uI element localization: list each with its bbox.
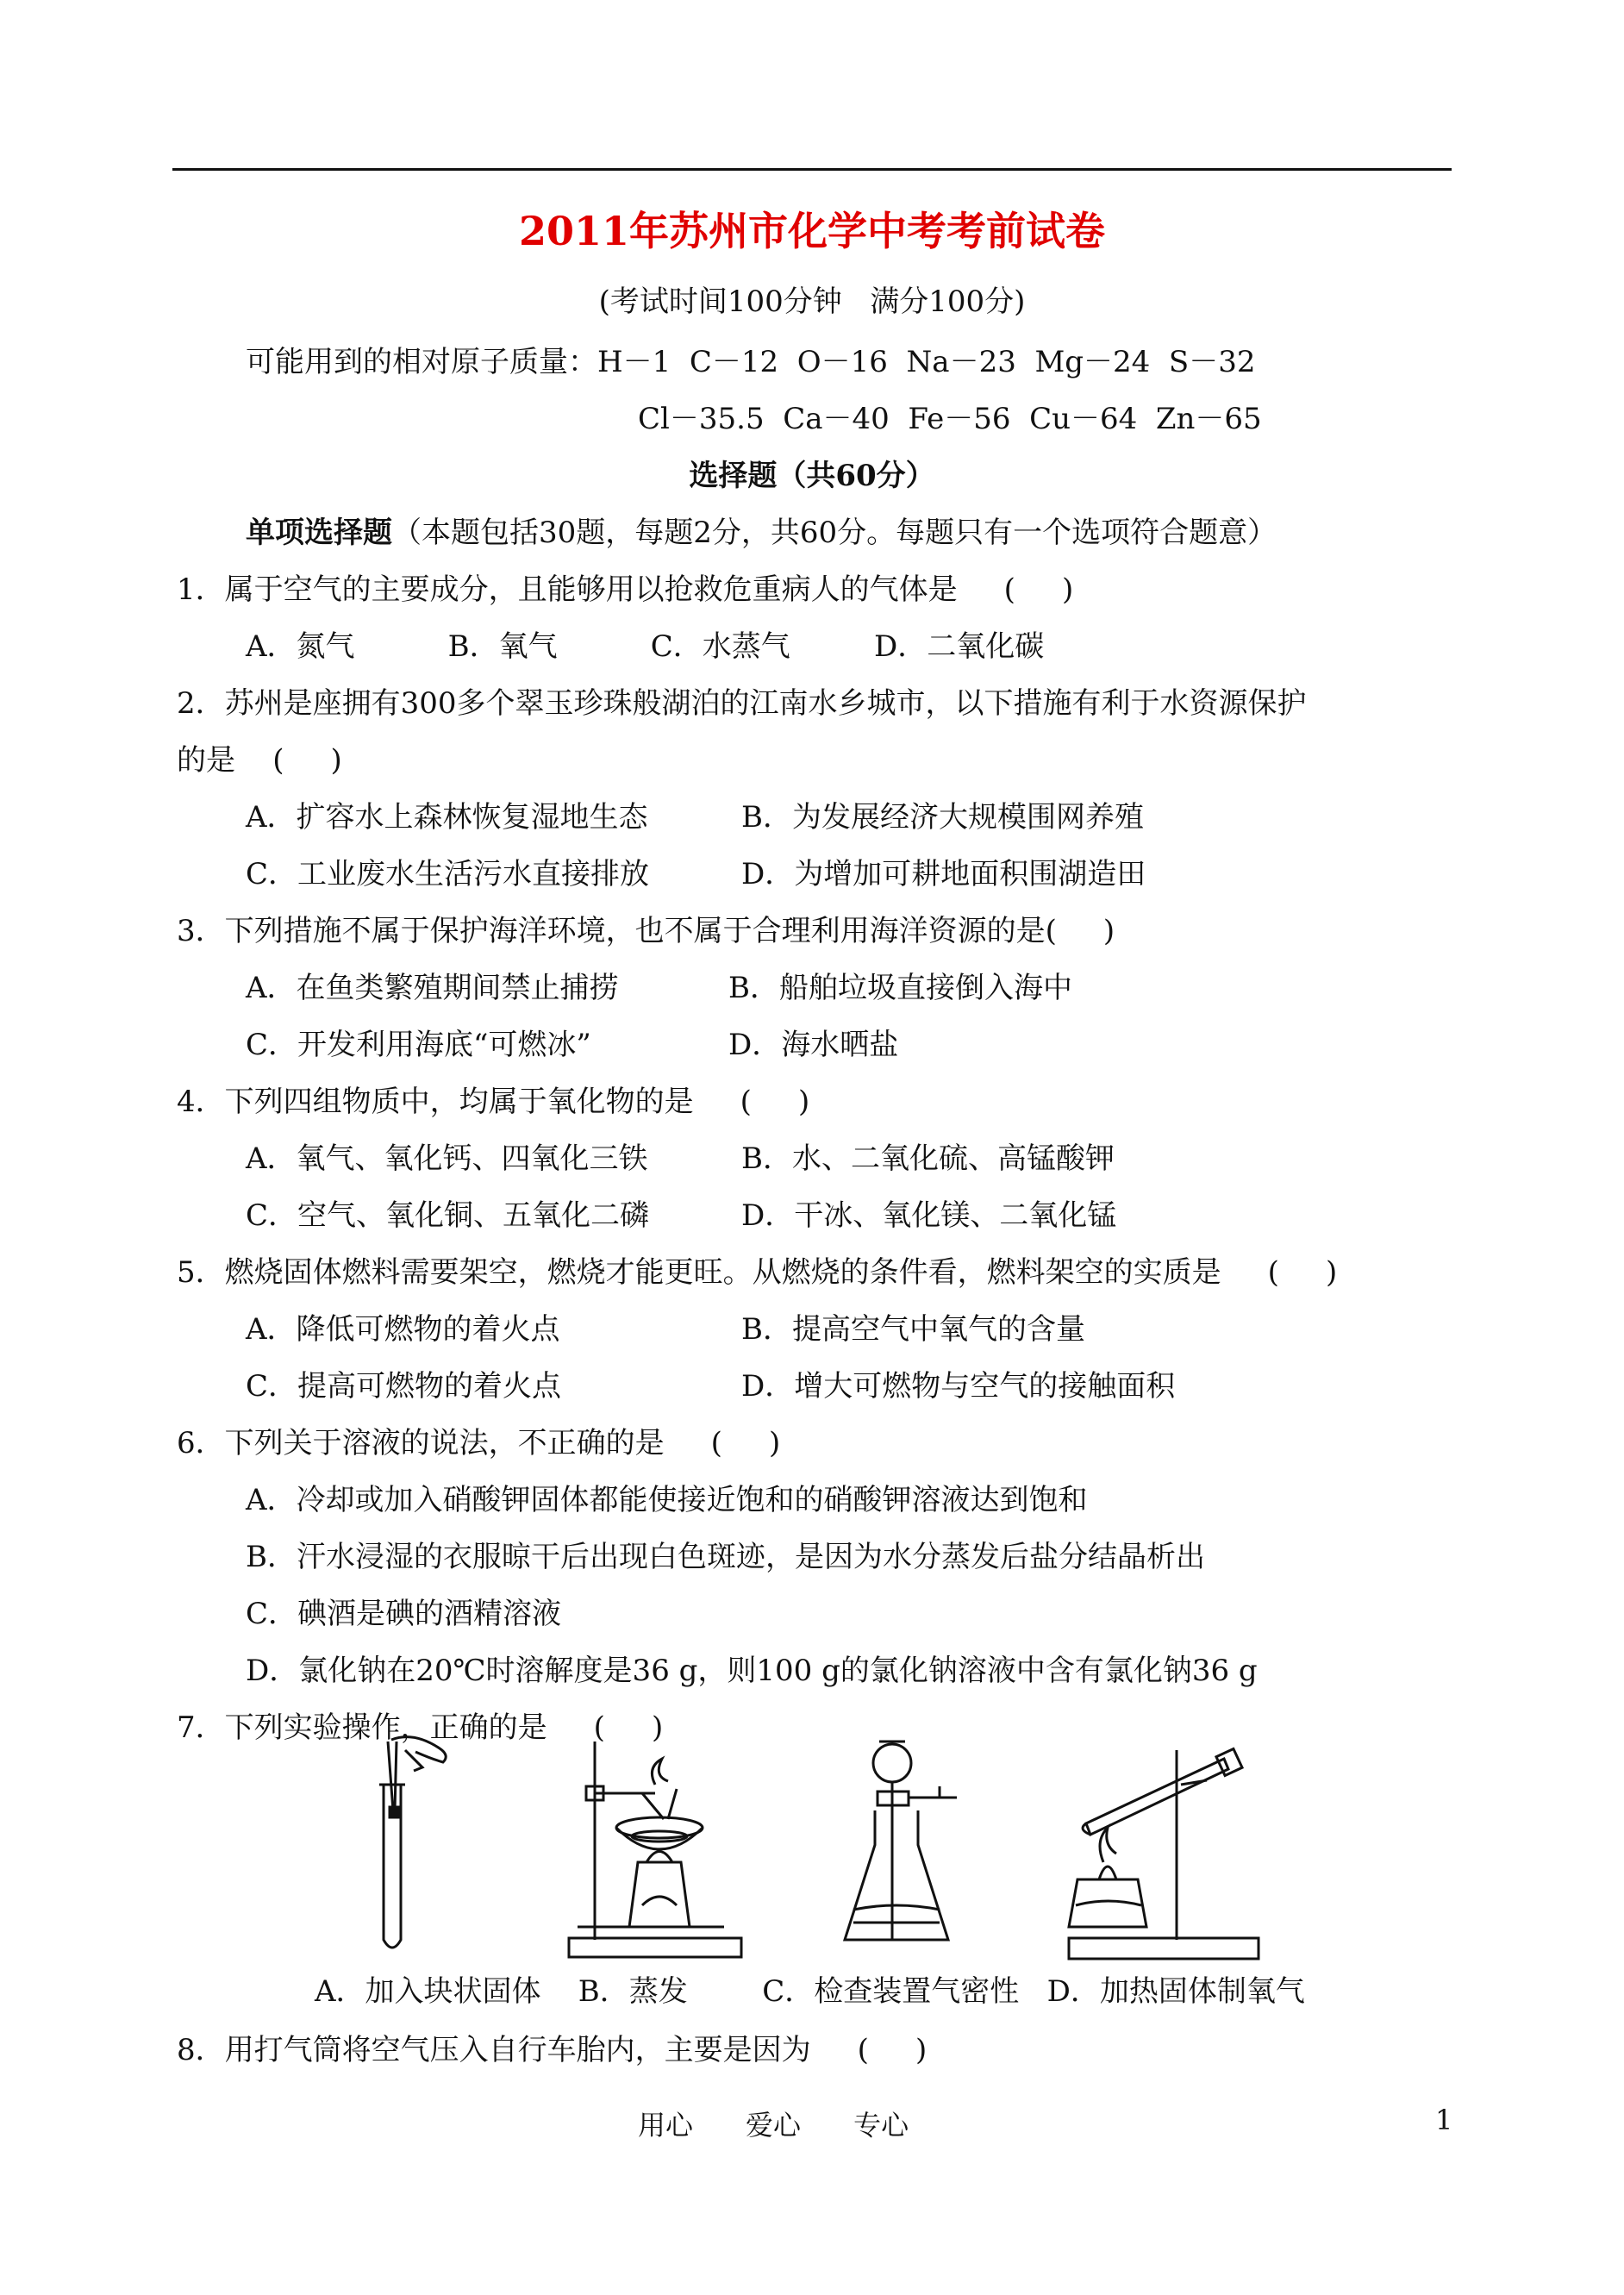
question-2-stem-2: 的是 ( ): [177, 743, 342, 778]
question-7-figures: [0, 1733, 1624, 1966]
question-3-option-b: B．船舶垃圾直接倒入海中: [728, 971, 1072, 1005]
question-7-stem: 7．下列实验操作，正确的是 ( ): [177, 1710, 664, 1745]
footer-motto: 用心 爱心 专心: [638, 2109, 909, 2142]
question-6-stem: 6．下列关于溶液的说法，不正确的是 ( ): [177, 1426, 781, 1460]
atomic-mass-row-1: [246, 345, 1255, 379]
airtightness-figure: [836, 1733, 974, 1966]
question-4-option-c: C．空气、氧化铜、五氧化二磷: [246, 1198, 650, 1233]
question-2-option-b: B．为发展经济大规模围网养殖: [741, 800, 1144, 835]
section-instruction: [246, 516, 1277, 550]
question-6-option-d: D．氯化钠在20℃时溶解度是36 g，则100 g的氯化钠溶液中含有氯化钠36 g: [246, 1654, 1258, 1688]
exam-subtitle: (考试时间100分钟 满分100分): [598, 285, 1026, 319]
heating-solid-figure: [1052, 1733, 1276, 1966]
question-2-option-c: C．工业废水生活污水直接排放: [246, 857, 650, 891]
question-3-option-a: A．在鱼类繁殖期间禁止捕捞: [246, 971, 619, 1005]
atomic-mass-values-1: H－1 C－12 O－16 Na－23 Mg－24 S－32: [597, 345, 1256, 379]
section-instruction-label: 单项选择题: [246, 516, 392, 550]
question-2-option-d: D．为增加可耕地面积围湖造田: [741, 857, 1146, 891]
question-1-options: A．氮气 B．氧气 C．水蒸气 D．二氧化碳: [246, 629, 1045, 664]
question-4-stem: 4．下列四组物质中，均属于氧化物的是 ( ): [177, 1085, 810, 1119]
question-6-option-c: C．碘酒是碘的酒精溶液: [246, 1597, 562, 1631]
question-2-option-a: A．扩容水上森林恢复湿地生态: [246, 800, 648, 835]
question-6-option-b: B．汗水浸湿的衣服晾干后出现白色斑迹，是因为水分蒸发后盐分结晶析出: [246, 1540, 1205, 1574]
question-8-stem: 8．用打气筒将空气压入自行车胎内，主要是因为 ( ): [177, 2033, 928, 2067]
page-number: 1: [1435, 2104, 1453, 2136]
evaporation-figure: [560, 1733, 750, 1966]
section-instruction-text: （本题包括30题，每题2分，共60分。每题只有一个选项符合题意）: [392, 516, 1277, 550]
question-6-option-a: A．冷却或加入硝酸钾固体都能使接近饱和的硝酸钾溶液达到饱和: [246, 1483, 1088, 1517]
test-tube-figure: [353, 1733, 474, 1957]
section-title: 选择题（共60分）: [689, 459, 935, 493]
question-5-option-c: C．提高可燃物的着火点: [246, 1369, 562, 1404]
question-5-option-d: D．增大可燃物与空气的接触面积: [741, 1369, 1176, 1404]
question-3-option-c: C．开发利用海底“可燃冰”: [246, 1028, 591, 1062]
question-1-stem: 1．属于空气的主要成分，且能够用以抢救危重病人的气体是 ( ): [177, 572, 1074, 607]
question-2-stem-1: 2．苏州是座拥有300多个翠玉珍珠般湖泊的江南水乡城市，以下措施有利于水资源保护: [177, 686, 1307, 721]
question-7-captions: A．加入块状固体 B．蒸发 C．检查装置气密性 D．加热固体制氧气: [315, 1974, 1305, 2009]
question-5-option-a: A．降低可燃物的着火点: [246, 1312, 560, 1347]
question-4-option-a: A．氧气、氧化钙、四氧化三铁: [246, 1141, 648, 1176]
page-title: 2011年苏州市化学中考考前试卷: [518, 208, 1106, 254]
question-5-stem: 5．燃烧固体燃料需要架空，燃烧才能更旺。从燃烧的条件看，燃料架空的实质是 ( ): [177, 1255, 1338, 1290]
question-4-option-b: B．水、二氧化硫、高锰酸钾: [741, 1141, 1115, 1176]
question-3-option-d: D．海水晒盐: [728, 1028, 899, 1062]
question-4-option-d: D．干冰、氧化镁、二氧化锰: [741, 1198, 1117, 1233]
question-5-option-b: B．提高空气中氧气的含量: [741, 1312, 1085, 1347]
question-3-stem: 3．下列措施不属于保护海洋环境，也不属于合理利用海洋资源的是( ): [177, 914, 1115, 948]
header-rule: [172, 168, 1452, 171]
atomic-mass-label: 可能用到的相对原子质量：: [246, 345, 597, 379]
atomic-mass-row-2: Cl－35.5 Ca－40 Fe－56 Cu－64 Zn－65: [638, 402, 1262, 436]
